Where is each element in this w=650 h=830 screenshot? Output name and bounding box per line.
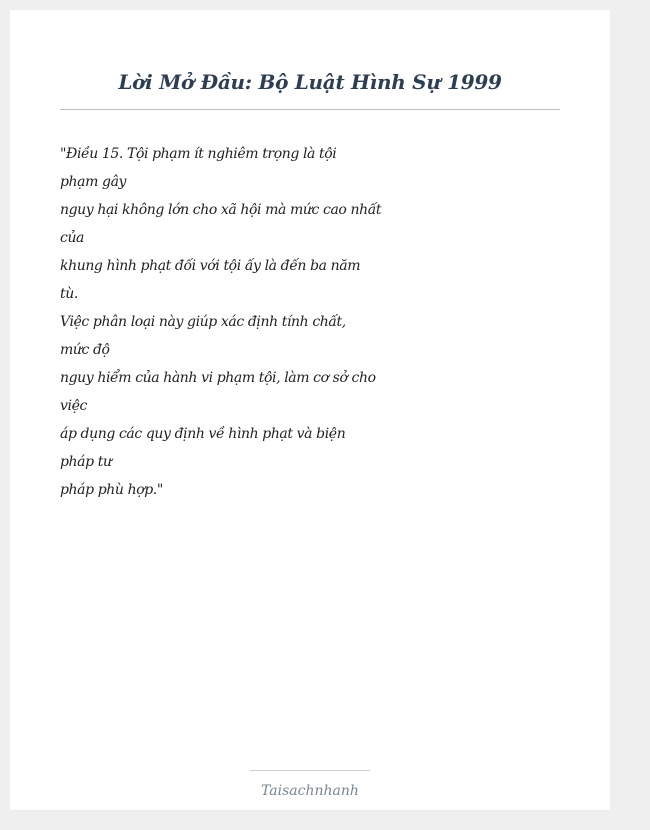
text-line: nguy hại không lớn cho xã hội mà mức cao nhất	[60, 202, 382, 218]
document-page	[10, 10, 610, 810]
text-line: của	[60, 230, 85, 246]
text-line: "Điều 15. Tội phạm ít nghiêm trọng là tội	[60, 146, 337, 162]
text-line: pháp tư	[60, 454, 112, 470]
text-line: áp dụng các quy định về hình phạt và biện	[60, 426, 346, 442]
footer-text: Taisachnhanh	[261, 783, 359, 799]
page-title: Lời Mở Đầu: Bộ Luật Hình Sự 1999	[118, 70, 502, 94]
title-divider	[60, 109, 560, 110]
body-text	[60, 140, 380, 504]
text-line: nguy hiểm của hành vi phạm tội, làm cơ sở cho	[60, 370, 376, 386]
text-line: phạm gây	[60, 174, 127, 190]
text-line: mức độ	[60, 342, 110, 358]
text-line: tù.	[60, 286, 78, 302]
text-line: việc	[60, 398, 87, 414]
text-line: khung hình phạt đối với tội ấy là đến ba năm	[60, 258, 361, 274]
footer-divider	[250, 770, 370, 771]
text-line: pháp phù hợp."	[60, 482, 163, 498]
text-line: Việc phân loại này giúp xác định tính chất,	[60, 314, 346, 330]
